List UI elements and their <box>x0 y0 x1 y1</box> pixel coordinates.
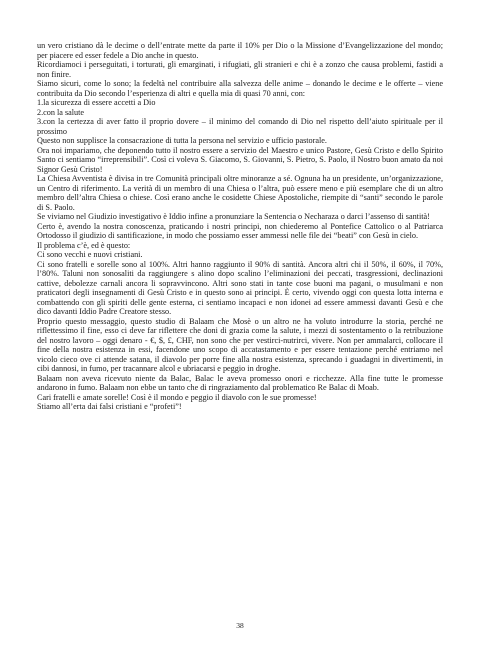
body-text <box>37 41 443 412</box>
paragraph: Balaam non aveva ricevuto niente da Balac, Balac le aveva promesso onori e ricchezze. Alla fine tutte le promesse andarono in fumo. Balaam non ebbe un tanto che di ringraziamento dal problematico Re Balac di Moab. <box>37 373 443 392</box>
paragraph: Siamo sicuri, come lo sono; la fedeltà nel contribuire alla salvezza delle anime – donando le decime e le offerte – viene contribuita da Dio secondo l’esperienza di altri e quella mia di quasi 70 anni, con: <box>37 79 443 98</box>
paragraph: Cari fratelli e amate sorelle! Così è il mondo e peggio il diavolo con le sue promesse! <box>37 392 317 402</box>
paragraph: Ci sono fratelli e sorelle sono al 100%. Altri hanno raggiunto il 90% di santità. Ancora altri chi il 50%, il 60%, il 70%, l’80%. Taluni non sonosaliti da raggiungere s alino dopo scalino l’eliminazioni dei peccati, trasgressioni, declinazioni cattive, debolezze carnali ancora li sopravvincono. Altri sono stati in tante cose buoni ma pagani, o musulmani e non praticatori degli insegnamenti di Gesù Cristo e in questo sono ai principi. È certo, vivendo oggi con questa lotta interna e combattendo con gli spiriti delle gente esterna, ci sentiamo incapaci e non idonei ad essere ammessi davanti Gesù e che dico davanti Iddio Padre Creatore stesso. <box>37 259 443 316</box>
paragraph: La Chiesa Avventista è divisa in tre Comunità principali oltre minoranze a sé. Ognuna ha un presidente, un’organizzazione, un Centro di riferimento. La verità di un membro di una Chiesa o l’altra, può essere meno e più esemplare che di un altro membro dell’altra Chiesa o chiese. Così erano anche le cosidette Chiese Apostoliche, riempite di “santi” secondo le parole di S. Paolo. <box>37 174 443 212</box>
paragraph: Il problema c’è, ed è questo: <box>37 240 131 250</box>
list-item: 3.con la certezza di aver fatto il proprio dovere – il minimo del comando di Dio nel rispetto dell’aiuto spirituale per il prossimo <box>37 117 443 136</box>
paragraph: un vero cristiano dà le decime o dell’entrate mette da parte il 10% per Dio o la Missione d’Evangelizzazione del mondo; per piacere ed esser fedele a Dio anche in questo. <box>37 41 443 60</box>
paragraph: Ci sono vecchi e nuovi cristiani. <box>37 250 143 259</box>
list-item: 1.la sicurezza di essere accetti a Dio <box>37 98 156 107</box>
paragraph: Stiamo all’erta dai falsi cristiani e “profeti”! <box>37 402 182 411</box>
paragraph: Certo è, avendo la nostra conoscenza, praticando i nostri principi, non chiederemo al Pontefice Cattolico o al Patriarca Ortodosso il giudizio di santificazione, in modo che possiamo esser ammessi nelle file dei “beati” con Gesù in cielo. <box>37 221 443 240</box>
paragraph: Ora noi impariamo, che deponendo tutto il nostro essere a servizio del Maestro e unico Pastore, Gesù Cristo e dello Spirito Santo ci sentiamo “irreprensibili”. Così ci voleva S. Giacomo, S. Giovanni, S. Pietro, S. Paolo, il Nostro buon amato da noi Signor Gesù Cristo! <box>37 145 443 174</box>
list-item: 2.con la salute <box>37 107 85 117</box>
page-number: 38 <box>236 621 244 630</box>
paragraph: Questo non supplisce la consacrazione di tutta la persona nel servizio e ufficio pastorale. <box>37 136 327 145</box>
paragraph: Se viviamo nel Giudizio investigativo è Iddio infine a pronunziare la Sentencia o Necharaza o darci l’assenso di santità! <box>37 212 430 221</box>
paragraph: Ricordiamoci i perseguitati, i torturati, gli emarginati, i rifugiati, gli stranieri e chi è a zonzo che causa problemi, fastidi a non finire. <box>37 60 443 79</box>
paragraph: Proprio questo messaggio, questo studio di Balaam che Mosè o un altro ne ha voluto introdurre la storia, perché ne riflettessimo il fine, esso ci deve far riflettere che doni di grazia come la salute, i mezzi di sostentamento o la retribuzione del nostro lavoro – oggi denaro - €, $, £, CHF, non sono che per vestirci-nutrirci, vivere. Non per ammalarci, collocare il fine della nostra esistenza in essi, facendone uno scopo di accatastamento e per essere tentazione perché entriamo nel vicolo cieco ove ci attende satana, il diavolo per porre fine alla nostra esistenza, sprecando i guadagni in divertimenti, in cibi dannosi, in fumo, per tracannare alcol e ubriacarsi e peggio in droghe. <box>37 316 443 373</box>
